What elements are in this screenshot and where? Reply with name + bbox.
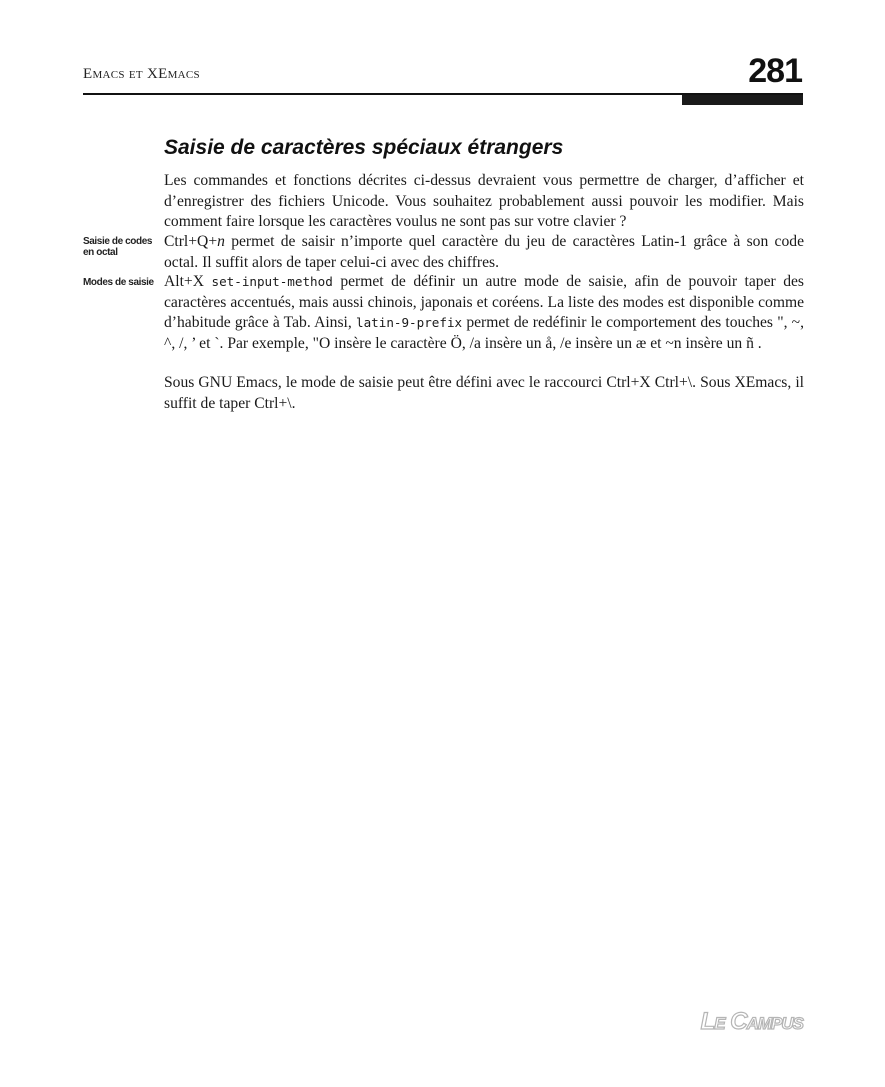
running-head: Emacs et XEmacs — [83, 66, 200, 82]
paragraph-intro: Les commandes et fonctions décrites ci-dessus devraient vous permettre de charger, d’afficher et d’enregistrer des fichiers Unicode. Vous souhaitez probablement aussi pouvoir les modifier. Mais comment faire lorsque les caractères voulus ne sont pas sur votre clavier ? — [164, 172, 804, 230]
p2-variable: n — [217, 233, 225, 250]
margin-note-modes: Modes de saisie — [83, 277, 154, 288]
page-number: 281 — [748, 52, 802, 90]
code-latin-9-prefix: latin-9-prefix — [355, 315, 463, 330]
p2-rest: permet de saisir n’importe quel caractère du jeu de caractères Latin-1 grâce à son code octal. Il suffit alors de taper celui-ci avec des chiffres. — [164, 233, 804, 271]
p3-end: permet de redéfinir le comportement des touches ", ~, ^, /, ’ et `. Par exemple, "O insère le caractère Ö, /a insère un å, /e insère un æ et ~n insère un ñ . — [164, 314, 805, 352]
paragraph-input-modes — [164, 272, 804, 354]
paragraph-gnu-emacs: Sous GNU Emacs, le mode de saisie peut être défini avec le raccourci Ctrl+X Ctrl+\. Sous XEmacs, il suffit de taper Ctrl+\. — [164, 374, 804, 412]
code-set-input-method: set-input-method — [211, 274, 333, 289]
p2-prefix: Ctrl+Q+ — [164, 233, 218, 250]
p3-start: Alt+X — [164, 273, 212, 290]
margin-note-octal: Saisie de codes en octal — [83, 236, 153, 258]
paragraph-octal — [164, 232, 804, 273]
section-title: Saisie de caractères spéciaux étrangers — [164, 136, 564, 159]
p3-mid: permet de définir un autre mode de saisie, afin de pouvoir taper des caractères accentués, mais aussi chinois, japonais et coréens. La liste des modes est disponible comme d’habitude grâce à Tab. Ainsi, — [164, 273, 804, 331]
footer-logo: Le Campus — [700, 1008, 803, 1035]
header-bar — [682, 95, 803, 105]
